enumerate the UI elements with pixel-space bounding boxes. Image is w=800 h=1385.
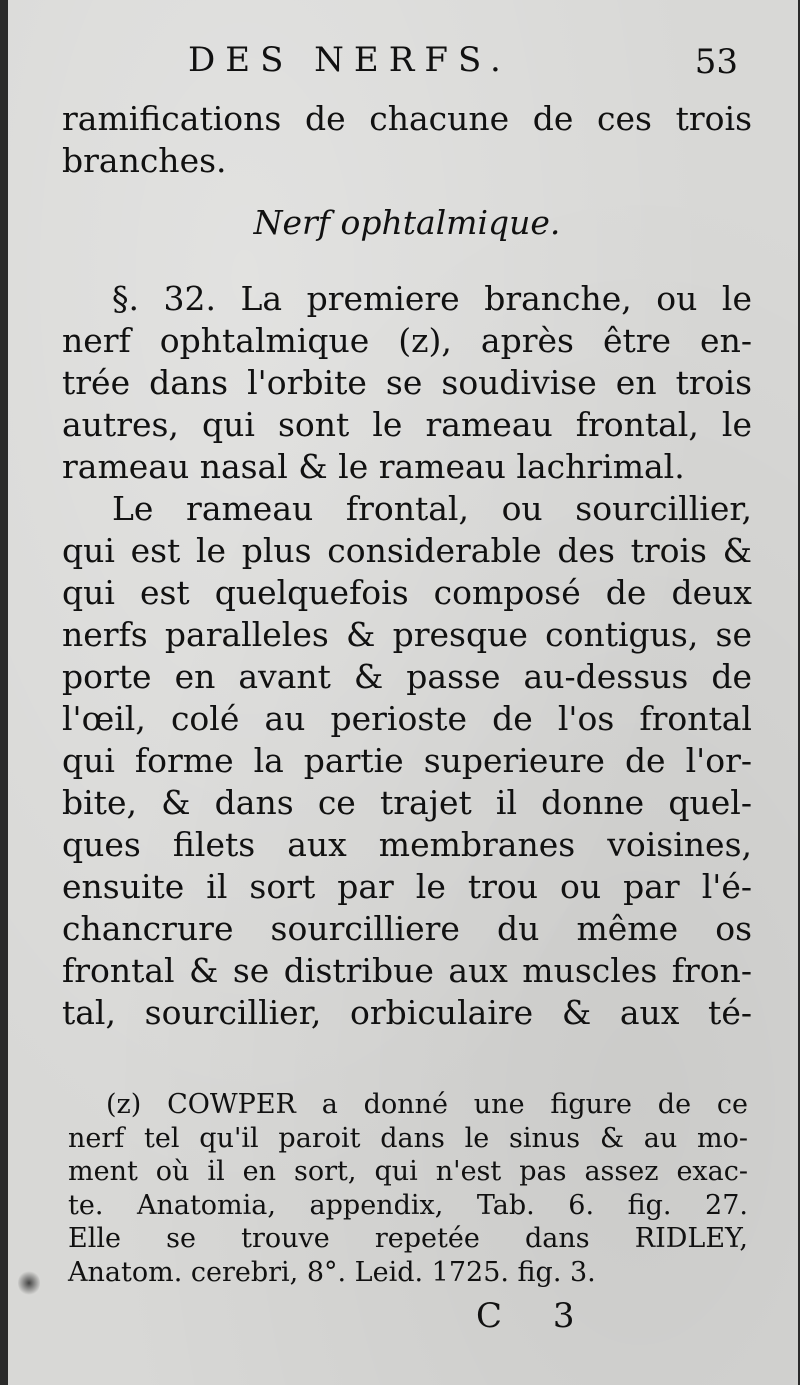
text-line: §. 32. La premiere branche, ou le (112, 279, 752, 318)
footnote-line: ment où il en sort, qui n'est pas assez exac- (68, 1156, 748, 1188)
footnote-line: te. Anatomia, appendix, Tab. 6. fig. 27. (68, 1189, 748, 1221)
text-line: bite, & dans ce trajet il donne quel- (62, 783, 752, 822)
text-line: autres, qui sont le rameau frontal, le (62, 405, 752, 444)
text-line: ques filets aux membranes voisines, (62, 825, 752, 864)
text-line: tal, sourcillier, orbiculaire & aux té- (62, 993, 752, 1032)
text-line: nerfs paralleles & presque contigus, se (62, 615, 752, 654)
footnote-line: (z) COWPER a donné une figure de ce (106, 1089, 748, 1120)
running-head: DES NERFS. (188, 40, 511, 80)
text-line: porte en avant & passe au-dessus de (62, 657, 752, 696)
text-line: qui forme la partie superieure de l'or- (62, 741, 752, 780)
text-line: frontal & se distribue aux muscles fron- (62, 951, 752, 990)
text-line: l'œil, colé au perioste de l'os frontal (62, 699, 752, 738)
text-line: nerf ophtalmique (z), après être en- (62, 321, 752, 360)
footnote (68, 1088, 748, 1290)
signature-mark: C 3 (476, 1296, 595, 1336)
main-text (62, 98, 752, 1034)
page-header (8, 40, 798, 90)
text-line: ensuite il sort par le trou ou par l'é- (62, 867, 752, 906)
text-line: ramifications de chacune de ces trois (62, 99, 752, 138)
text-line: qui est quelquefois composé de deux (62, 573, 752, 612)
text-line: branches. (62, 141, 227, 180)
text-line: qui est le plus considerable des trois & (62, 531, 752, 570)
text-line: Le rameau frontal, ou sourcillier, (112, 489, 752, 528)
book-page (8, 0, 798, 1385)
text-line: trée dans l'orbite se soudivise en trois (62, 363, 752, 402)
page-number: 53 (694, 42, 738, 82)
text-line: rameau nasal & le rameau lachrimal. (62, 447, 685, 486)
footnote-line: nerf tel qu'il paroit dans le sinus & au mo- (68, 1122, 748, 1154)
text-line: chancrure sourcilliere du même os (62, 909, 752, 948)
footnote-line: Elle se trouve repetée dans RIDLEY, (68, 1223, 748, 1255)
footnote-line: Anatom. cerebri, 8°. Leid. 1725. fig. 3. (68, 1256, 596, 1288)
ink-stain (18, 1270, 40, 1296)
section-title: Nerf ophtalmique. (253, 203, 561, 242)
